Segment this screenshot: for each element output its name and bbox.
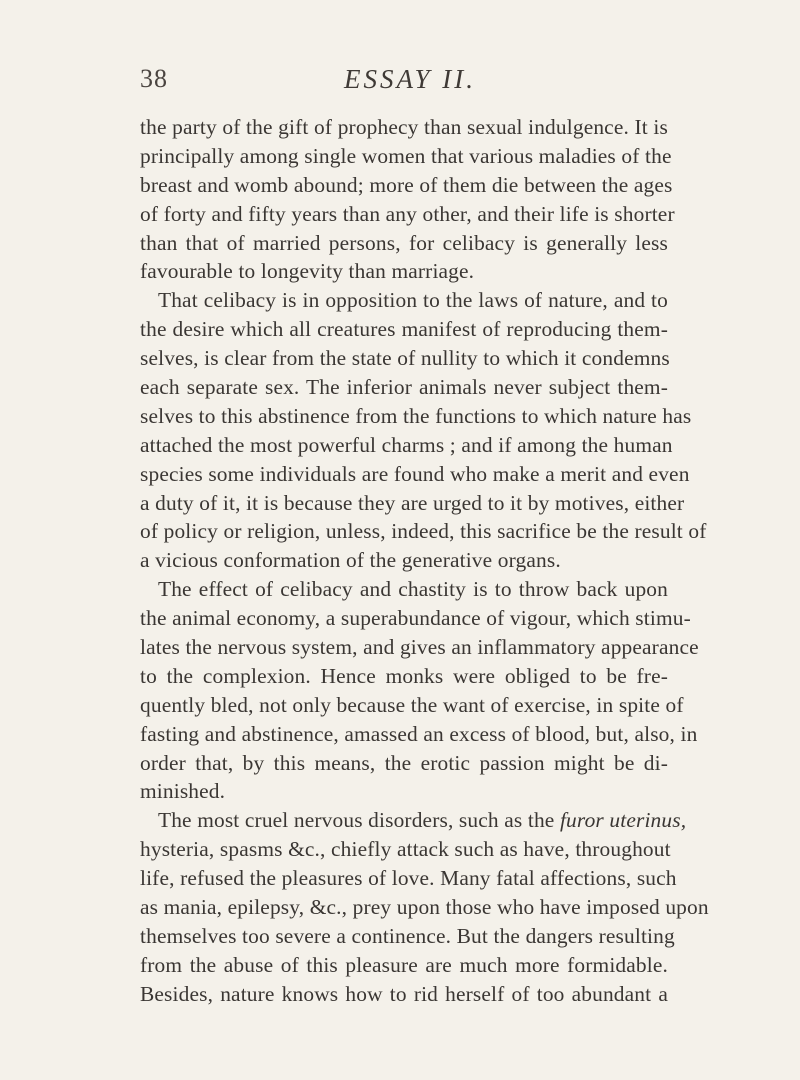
text-line: Besides, nature knows how to rid herself of too abundant a bbox=[140, 981, 668, 1006]
text-line: to the complexion. Hence monks were obliged to be fre- bbox=[140, 663, 668, 688]
text-line: species some individuals are found who make a merit and even bbox=[140, 461, 690, 486]
running-title: ESSAY II. bbox=[344, 64, 476, 94]
text-line: favourable to longevity than marriage. bbox=[140, 259, 475, 284]
text-line: fasting and abstinence, amassed an excess of blood, but, also, in bbox=[140, 721, 698, 746]
text-line: order that, by this means, the erotic passion might be di- bbox=[140, 750, 668, 775]
text-line: lates the nervous system, and gives an inflammatory appearance bbox=[140, 635, 699, 660]
text-line-start: The most cruel nervous disorders, such as the bbox=[158, 808, 555, 833]
text-line: breast and womb abound; more of them die between the ages bbox=[140, 172, 673, 197]
text-line: a vicious conformation of the generative organs. bbox=[140, 548, 561, 573]
text-line: attached the most powerful charms ; and if among the human bbox=[140, 432, 673, 457]
text-line: selves to this abstinence from the functions to which nature has bbox=[140, 403, 692, 428]
text-line: the animal economy, a superabundance of vigour, which stimu- bbox=[140, 606, 691, 631]
italic-phrase: furor uterinus, bbox=[559, 808, 687, 833]
text-line: hysteria, spasms &c., chiefly attack such as have, throughout bbox=[140, 837, 671, 862]
text-line: of policy or religion, unless, indeed, this sacrifice be the result of bbox=[140, 519, 707, 544]
page-header bbox=[140, 64, 680, 108]
text-line: the desire which all creatures manifest of reproducing them- bbox=[140, 317, 668, 342]
text-line: of forty and fifty years than any other, and their life is shorter bbox=[140, 201, 675, 226]
text-line: That celibacy is in opposition to the laws of nature, and to bbox=[158, 288, 668, 313]
text-line: as mania, epilepsy, &c., prey upon those who have imposed upon bbox=[140, 895, 709, 920]
text-line: from the abuse of this pleasure are much more formidable. bbox=[140, 952, 668, 977]
text-line: themselves too severe a continence. But the dangers resulting bbox=[140, 923, 675, 948]
text-line: life, refused the pleasures of love. Many fatal affections, such bbox=[140, 866, 677, 891]
text-line: principally among single women that various maladies of the bbox=[140, 143, 672, 168]
text-line-with-italic bbox=[140, 806, 687, 835]
page-number: 38 bbox=[140, 64, 168, 93]
text-line: the party of the gift of prophecy than sexual indulgence. It is bbox=[140, 115, 668, 139]
body-text bbox=[140, 113, 709, 1009]
text-line: each separate sex. The inferior animals never subject them- bbox=[140, 375, 668, 400]
text-line: selves, is clear from the state of nullity to which it condemns bbox=[140, 346, 670, 371]
text-line: than that of married persons, for celibacy is generally less bbox=[140, 230, 668, 255]
text-line: minished. bbox=[140, 779, 226, 804]
text-line: quently bled, not only because the want of exercise, in spite of bbox=[140, 692, 684, 717]
text-line: a duty of it, it is because they are urged to it by motives, either bbox=[140, 490, 685, 515]
text-line: The effect of celibacy and chastity is to throw back upon bbox=[158, 577, 668, 602]
